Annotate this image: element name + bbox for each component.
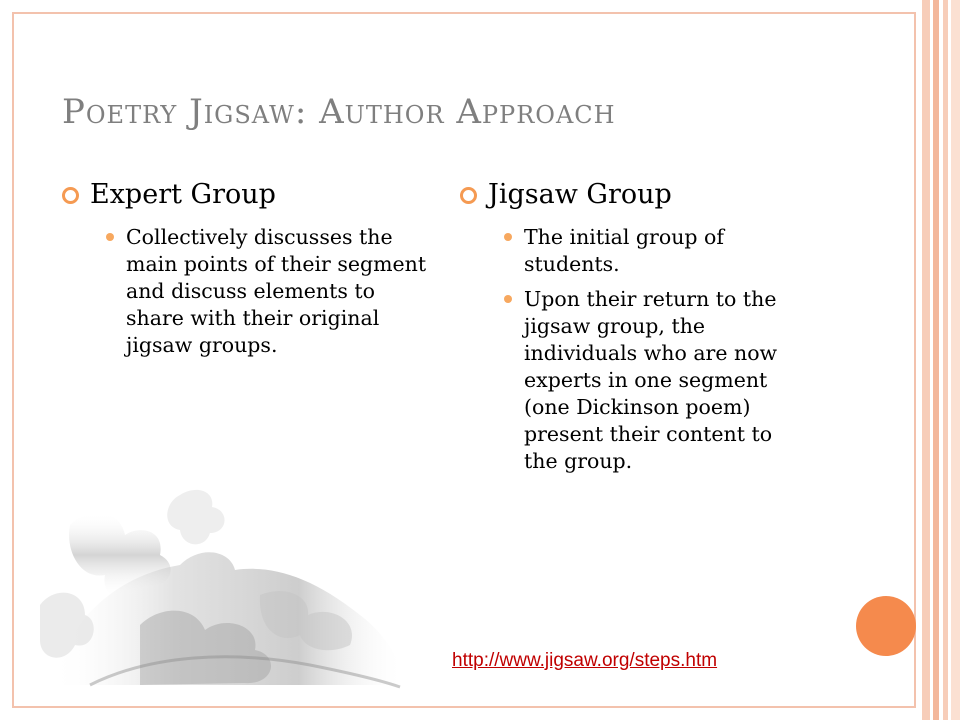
dot-bullet-icon [106,233,114,241]
expert-group-column [62,178,432,367]
list-item-text: The initial group of students. [524,225,724,276]
ring-bullet-icon [460,187,477,204]
column-heading-text: Expert Group [90,179,276,210]
puzzle-pieces-image [30,455,410,695]
source-link[interactable]: http://www.jigsaw.org/steps.htm [452,650,718,671]
bullet-list [62,224,432,359]
list-item [460,286,810,475]
jigsaw-group-column [460,178,810,483]
decorative-stripe [922,0,930,720]
list-item [460,224,810,278]
list-item [62,224,432,359]
bullet-list [460,224,810,475]
slide-title: Poetry Jigsaw: Author Approach [62,92,616,132]
list-item-text: Collectively discusses the main points of their segment and discuss elements to share with their original jigsaw groups. [126,225,427,357]
decorative-orange-circle [856,596,916,656]
list-item-text: Upon their return to the jigsaw group, the individuals who are now experts in one segment (one Dickinson poem) present their content to the group. [524,287,778,473]
column-heading [460,178,810,212]
column-heading-text: Jigsaw Group [488,179,672,210]
decorative-stripe [933,0,939,720]
column-heading [62,178,432,212]
decorative-stripe [951,0,960,720]
dot-bullet-icon [504,295,512,303]
dot-bullet-icon [504,233,512,241]
ring-bullet-icon [62,187,79,204]
decorative-stripe [943,0,948,720]
